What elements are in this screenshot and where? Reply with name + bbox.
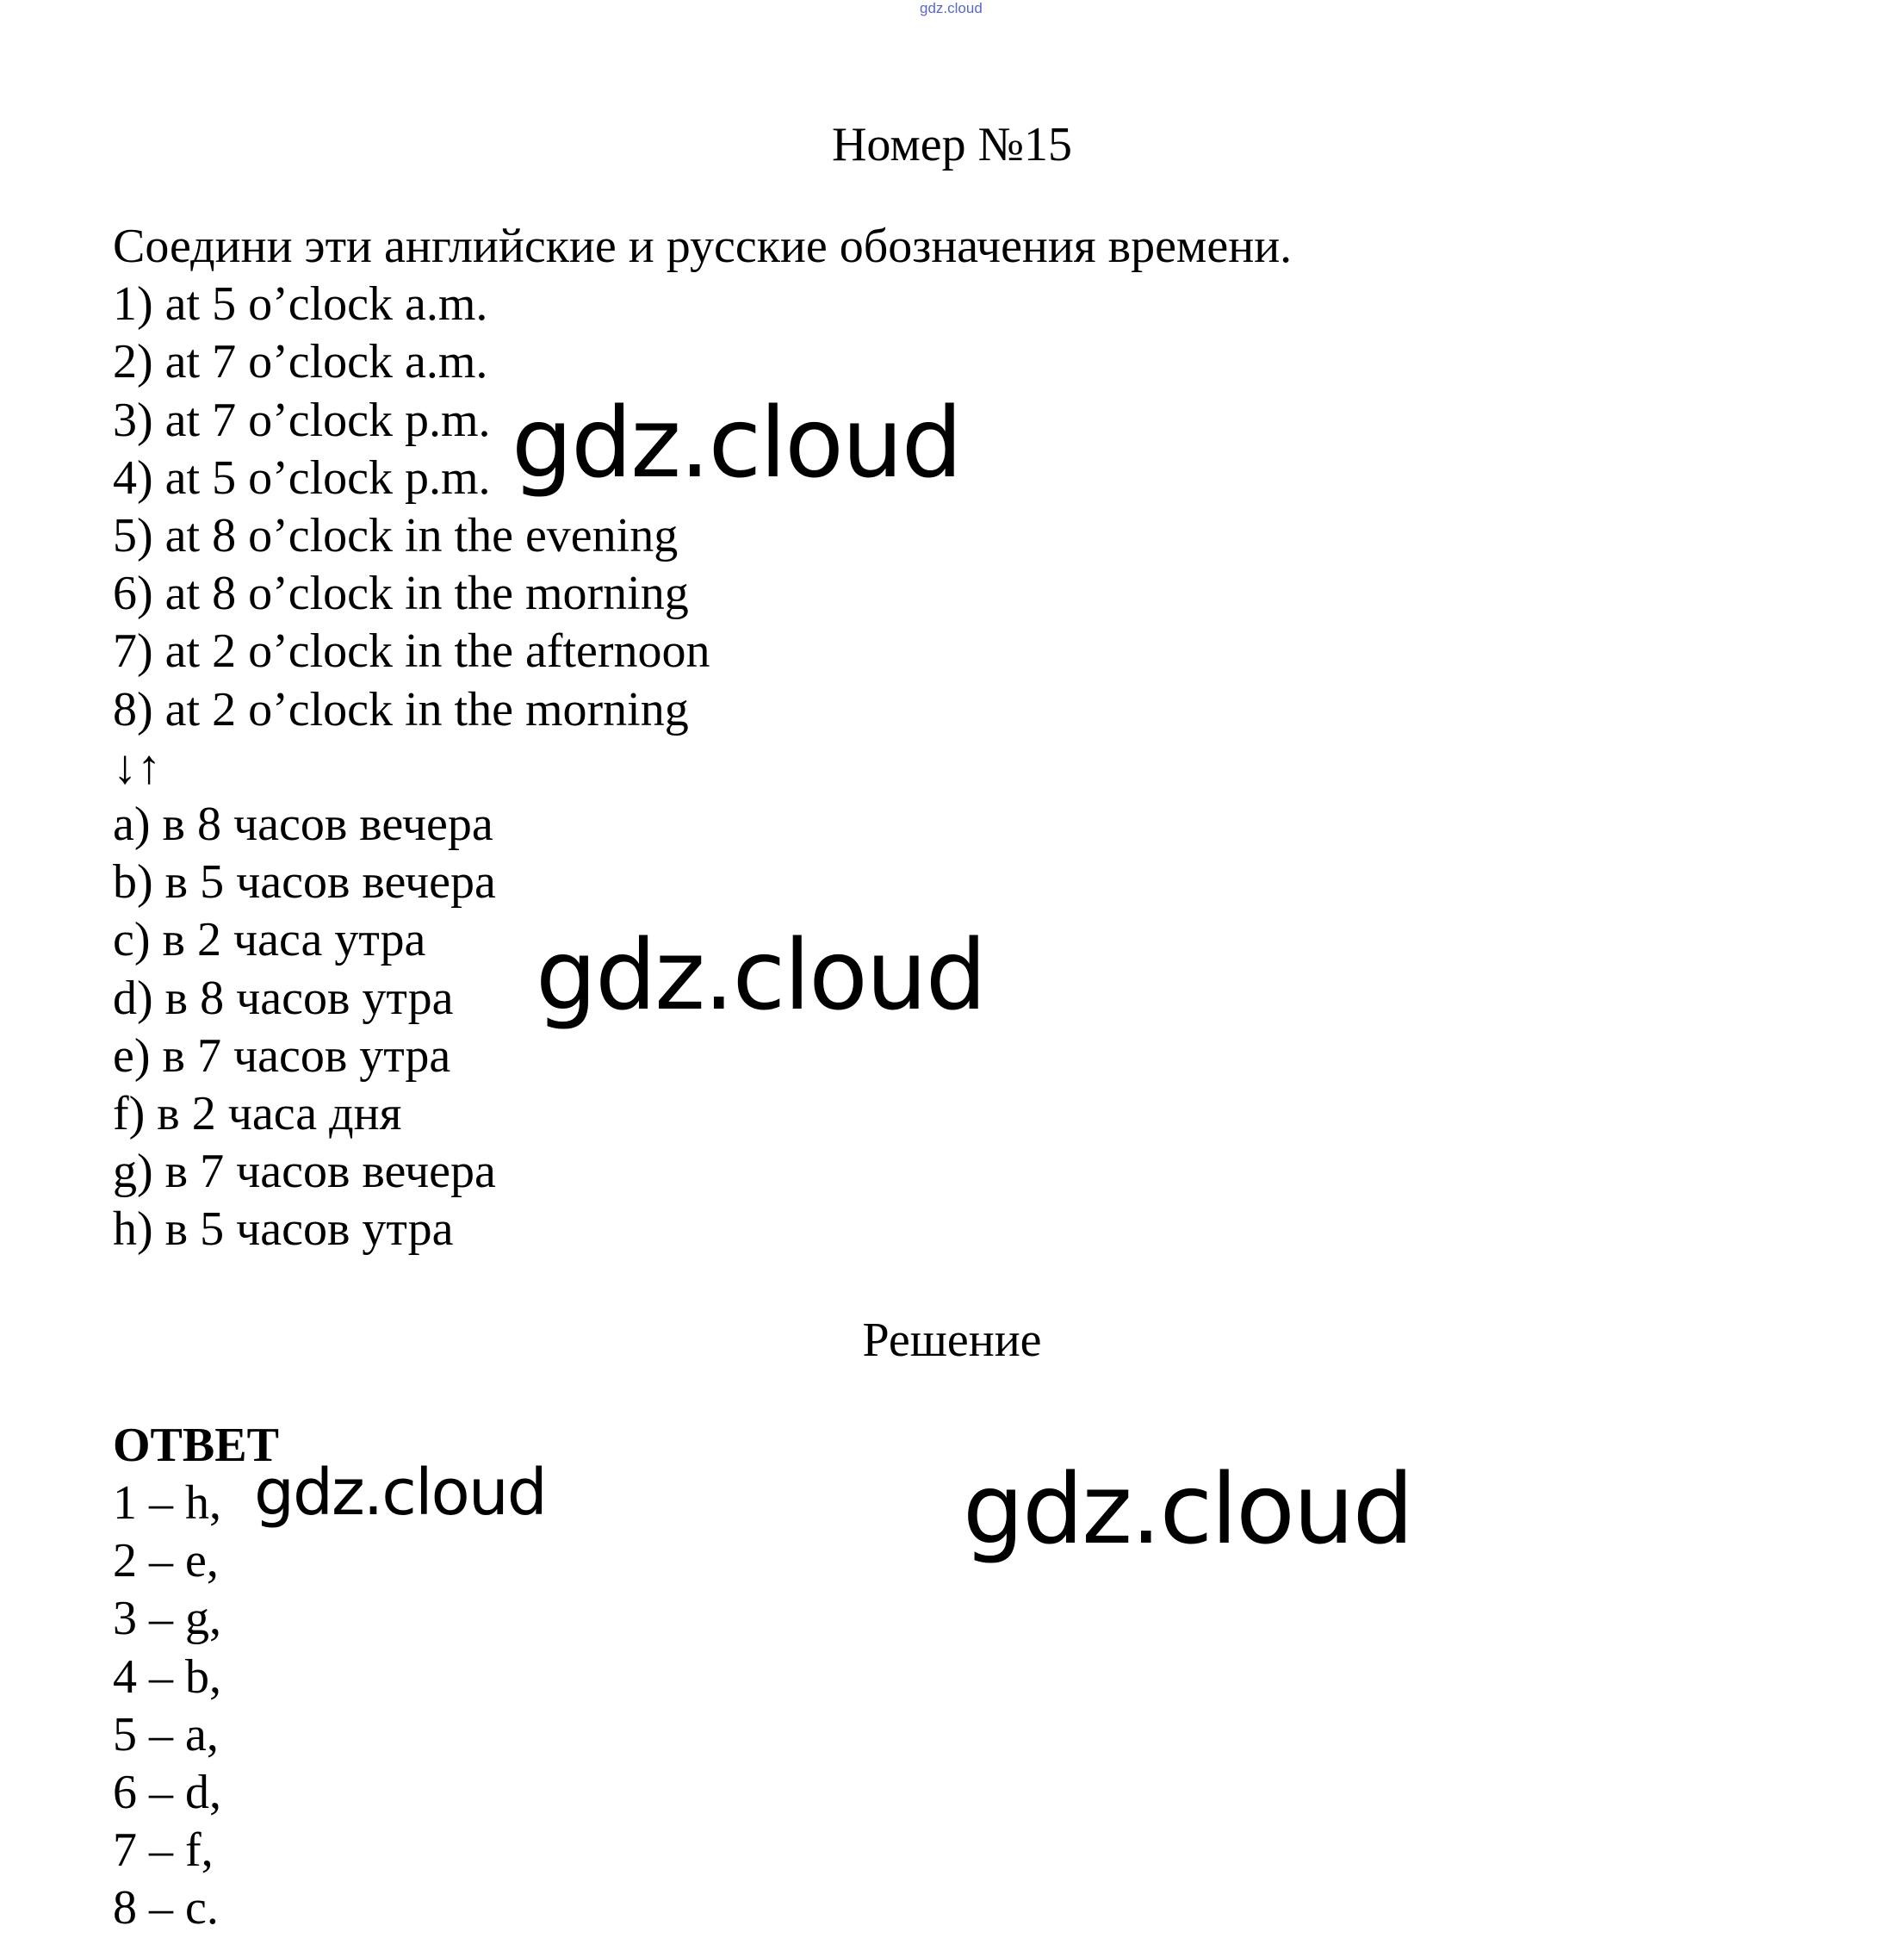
solution-title: Решение	[862, 1314, 1042, 1367]
answer-item: 1 – h,	[113, 1476, 221, 1530]
answer-item: 7 – f,	[113, 1823, 214, 1878]
english-item: 7) at 2 o’clock in the afternoon	[113, 624, 710, 679]
watermark: gdz.cloud	[536, 920, 985, 1032]
russian-item: a) в 8 часов вечера	[113, 798, 493, 851]
english-item: 1) at 5 o’clock a.m.	[113, 277, 488, 332]
answer-list	[113, 1475, 221, 1938]
header-watermark: gdz.cloud	[920, 0, 983, 16]
russian-item: c) в 2 часа утра	[113, 913, 426, 967]
answer-item: 4 – b,	[113, 1649, 221, 1704]
russian-item: f) в 2 часа дня	[113, 1086, 402, 1140]
english-item: 2) at 7 o’clock a.m.	[113, 335, 488, 389]
russian-list	[113, 796, 496, 1259]
task-instruction: Соедини эти английские и русские обозначения времени.	[113, 220, 1293, 273]
english-item: 8) at 2 o’clock in the morning	[113, 682, 689, 736]
answer-item: 5 – a,	[113, 1707, 219, 1761]
english-item: 3) at 7 o’clock p.m.	[113, 393, 491, 447]
answer-item: 2 – e,	[113, 1534, 219, 1588]
arrows-symbol: ↓↑	[113, 740, 161, 794]
russian-item: d) в 8 часов утра	[113, 971, 454, 1025]
russian-item: h) в 5 часов утра	[113, 1202, 454, 1257]
watermark: gdz.cloud	[963, 1454, 1412, 1566]
watermark: gdz.cloud	[254, 1456, 546, 1530]
answer-item: 3 – g,	[113, 1592, 221, 1646]
english-item: 5) at 8 o’clock in the evening	[113, 508, 679, 562]
english-item: 4) at 5 o’clock p.m.	[113, 450, 491, 505]
answer-item: 8 – c.	[113, 1881, 219, 1935]
russian-item: b) в 5 часов вечера	[113, 855, 496, 910]
watermark: gdz.cloud	[512, 388, 961, 500]
page-title: Номер №15	[831, 118, 1073, 171]
answer-heading: ОТВЕТ	[113, 1419, 279, 1472]
answer-item: 6 – d,	[113, 1765, 221, 1819]
russian-item: e) в 7 часов утра	[113, 1028, 451, 1083]
task-block	[113, 218, 1292, 797]
english-item: 6) at 8 o’clock in the morning	[113, 567, 689, 621]
russian-item: g) в 7 часов вечера	[113, 1145, 496, 1199]
